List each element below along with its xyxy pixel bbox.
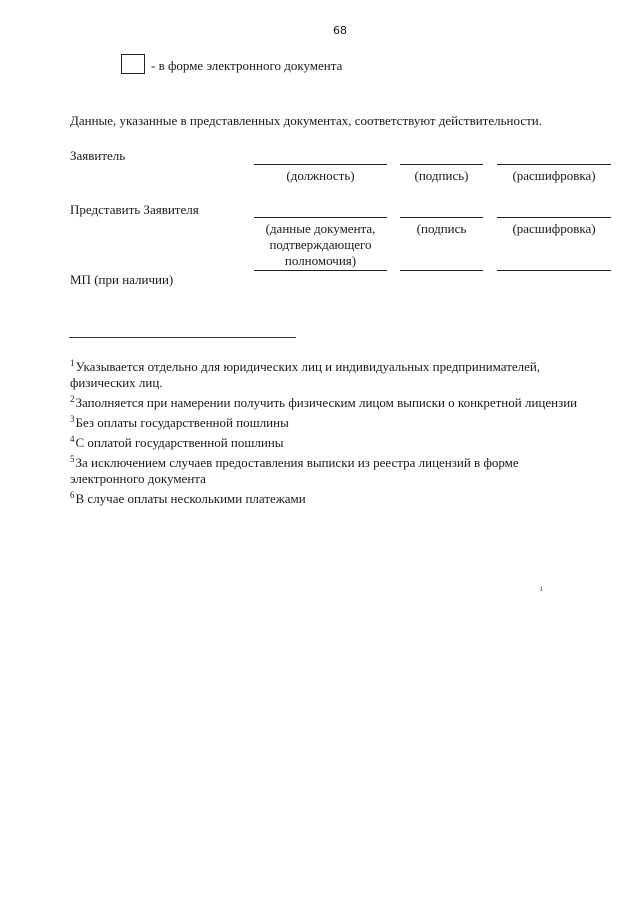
- representative-document-caption-line1: (данные документа,: [265, 221, 376, 236]
- footnote-2: [70, 391, 610, 411]
- representative-document-line[interactable]: [254, 217, 387, 218]
- representative-document-caption-line3: полномочия): [284, 253, 357, 268]
- applicant-label: Заявитель: [70, 148, 126, 163]
- accuracy-statement: Данные, указанные в представленных документах, соответствуют действительности.: [70, 113, 542, 128]
- representative-document-caption: [244, 221, 397, 269]
- representative-decoding-line[interactable]: [497, 217, 611, 218]
- applicant-signature-line[interactable]: [400, 164, 483, 165]
- representative-signature-caption: (подпись: [416, 221, 467, 236]
- footnote-4-text: С оплатой государственной пошлины: [75, 435, 284, 450]
- footnote-6: [70, 487, 610, 507]
- page-number: 68: [333, 24, 347, 37]
- representative-document-caption-line2: подтверждающего: [269, 237, 372, 252]
- applicant-decoding-caption: (расшифровка): [512, 168, 596, 183]
- footnote-1-number: 1: [70, 358, 75, 368]
- footnote-4-number: 4: [70, 434, 75, 444]
- footnote-5-text-cont: электронного документа: [70, 471, 206, 486]
- applicant-decoding-line[interactable]: [497, 164, 611, 165]
- footnote-3: [70, 411, 610, 431]
- footnote-separator: [69, 337, 296, 338]
- applicant-position-line[interactable]: [254, 164, 387, 165]
- footnote-2-number: 2: [70, 394, 75, 404]
- footnote-5-number: 5: [70, 454, 75, 464]
- seal-line-1: [254, 270, 387, 271]
- footnote-6-text: В случае оплаты несколькими платежами: [75, 491, 306, 506]
- footnote-3-text: Без оплаты государственной пошлины: [75, 415, 289, 430]
- footnote-4: [70, 431, 610, 451]
- seal-label: МП (при наличии): [70, 272, 174, 287]
- applicant-position-caption: (должность): [286, 168, 355, 183]
- footnote-5: [70, 451, 610, 487]
- representative-label: Представить Заявителя: [70, 202, 199, 217]
- electronic-document-label: - в форме электронного документа: [151, 58, 343, 73]
- footnotes-list: [70, 355, 610, 507]
- representative-signature-line[interactable]: [400, 217, 483, 218]
- footnote-1-text: Указывается отдельно для юридических лиц и индивидуальных предпринимателей,: [75, 359, 541, 374]
- footnote-1-text-cont: физических лиц.: [70, 375, 163, 390]
- representative-decoding-caption: (расшифровка): [512, 221, 596, 236]
- electronic-document-checkbox[interactable]: [121, 54, 145, 74]
- footnote-2-text: Заполняется при намерении получить физическим лицом выписки о конкретной лицензии: [75, 395, 578, 410]
- footnote-1: [70, 355, 610, 391]
- seal-line-3: [497, 270, 611, 271]
- footnote-3-number: 3: [70, 414, 75, 424]
- applicant-signature-caption: (подпись): [414, 168, 469, 183]
- footnote-6-number: 6: [70, 490, 75, 500]
- seal-line-2: [400, 270, 483, 271]
- scan-speck: ı: [540, 583, 543, 593]
- footnote-5-text: За исключением случаев предоставления выписки из реестра лицензий в форме: [75, 455, 519, 470]
